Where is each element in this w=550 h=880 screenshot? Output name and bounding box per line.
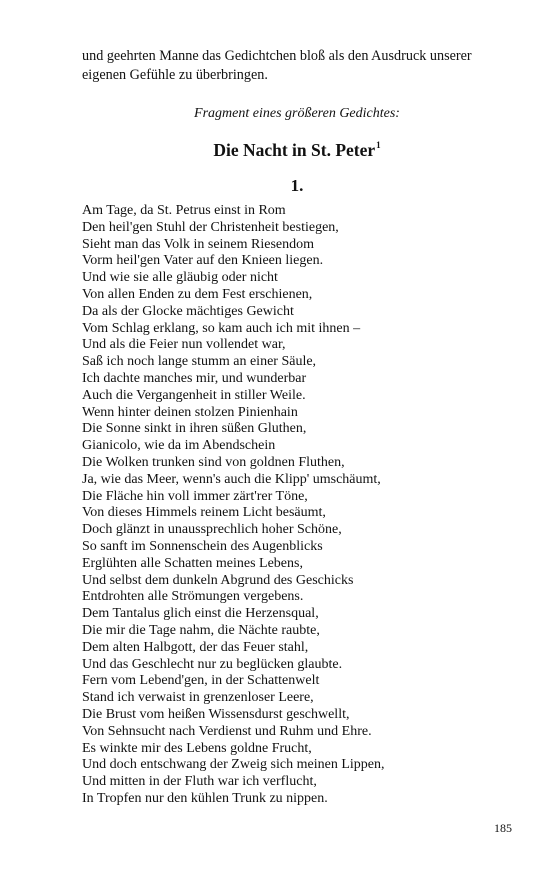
verse-line: Die Sonne sinkt in ihren süßen Gluthen, [82,421,307,437]
verse-line: Den heil'gen Stuhl der Christenheit bestiegen, [82,219,339,235]
verse-line: Und als die Feier nun vollendet war, [82,337,286,353]
verse-line: Gianicolo, wie da im Abendschein [82,438,276,454]
verse-line: Am Tage, da St. Petrus einst in Rom [82,203,286,218]
intro-line: und geehrten Manne das Gedichtchen bloß als den Ausdruck unserer [82,48,472,64]
verse-line: Erglühten alle Schatten meines Lebens, [82,555,303,571]
page-content [82,47,512,808]
poem-title-text: Die Nacht in St. Peter [213,140,376,160]
intro-line: eigenen Gefühle zu überbringen. [82,67,268,83]
fragment-caption: Fragment eines größeren Gedichtes: [194,106,400,121]
verse-line: Und doch entschwang der Zweig sich meinen Lippen, [82,757,385,773]
verse-line: Auch die Vergangenheit in stiller Weile. [82,387,306,403]
verse-line: Von dieses Himmels reinem Licht besäumt, [82,505,326,521]
verse-line: Saß ich noch lange stumm an einer Säule, [82,354,317,370]
verse-line: Ja, wie das Meer, wenn's auch die Klipp' umschäumt, [82,471,381,487]
verse-line: In Tropfen nur den kühlen Trunk zu nippen. [82,790,328,806]
verse-line: Und mitten in der Fluth war ich verflucht, [82,774,317,790]
verse-line: Und wie sie alle gläubig oder nicht [82,270,278,286]
verse-line: Die Fläche hin voll immer zärt'rer Töne, [82,488,308,504]
verse-line: Stand ich verwaist in grenzenloser Leere, [82,690,314,706]
verse-line: Von Sehnsucht nach Verdienst und Ruhm und Ehre. [82,723,372,739]
verse-line: Fern vom Lebend'gen, in der Schattenwelt [82,673,320,689]
verse-line: Die Wolken trunken sind von goldnen Fluthen, [82,454,345,470]
verse-line: Die Brust vom heißen Wissensdurst geschwellt, [82,706,350,722]
footnote-mark[interactable]: 1 [376,140,381,150]
section-number: 1. [290,176,304,195]
verse-line: Wenn hinter deinen stolzen Pinienhain [82,404,298,420]
verse-line: Vorm heil'gen Vater auf den Knieen liegen. [82,253,324,269]
verse-line: Und selbst dem dunkeln Abgrund des Geschicks [82,572,354,588]
poem-verses [82,203,512,808]
poem-title [82,139,512,161]
verse-line: Von allen Enden zu dem Fest erschienen, [82,286,313,302]
verse-line: Dem Tantalus glich einst die Herzensqual, [82,606,319,622]
verse-line: So sanft im Sonnenschein des Augenblicks [82,538,323,554]
verse-line: Doch glänzt in unaussprechlich hoher Schöne, [82,522,342,538]
verse-line: Dem alten Halbgott, der das Feuer stahl, [82,639,309,655]
page-number: 185 [494,821,512,835]
verse-line: Es winkte mir des Lebens goldne Frucht, [82,740,312,756]
intro-paragraph [82,47,512,85]
verse-line: Die mir die Tage nahm, die Nächte raubte, [82,622,320,638]
verse-line: Ich dachte manches mir, und wunderbar [82,370,307,386]
verse-line: Und das Geschlecht nur zu beglücken glaubte. [82,656,343,672]
verse-line: Entdrohten alle Strömungen vergebens. [82,589,304,605]
verse-line: Vom Schlag erklang, so kam auch ich mit ihnen – [82,320,361,336]
verse-line: Sieht man das Volk in seinem Riesendom [82,236,315,252]
verse-line: Da als der Glocke mächtiges Gewicht [82,303,294,319]
